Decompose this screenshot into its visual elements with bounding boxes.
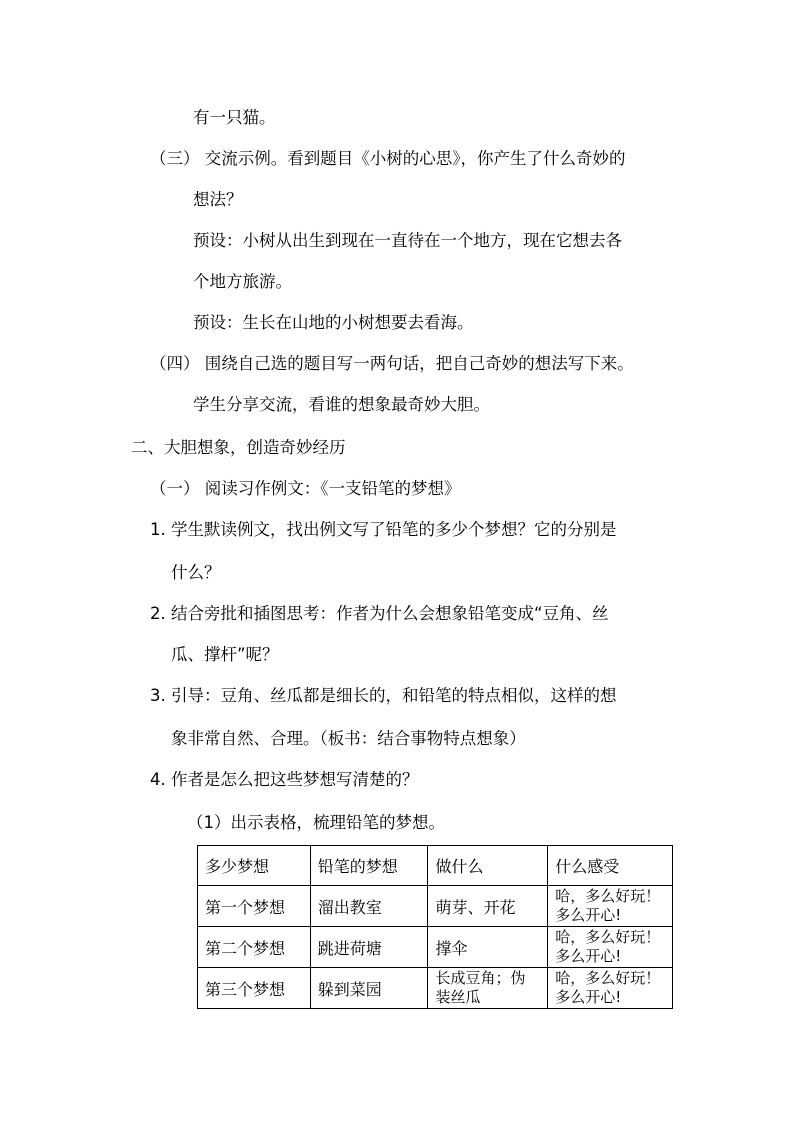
dream-table <box>197 845 673 1009</box>
text-line: 象非常自然、合理。（板书：结合事物特点想象） <box>171 729 526 748</box>
table-row <box>198 968 673 1009</box>
table-cell: 萌芽、开花 <box>428 886 548 927</box>
table-cell: 哈，多么好玩！多么开心! <box>548 927 673 968</box>
text-line: 想法？ <box>193 190 243 209</box>
table-cell: 哈，多么好玩！多么开心! <box>548 968 673 1009</box>
table-cell: 溜出教室 <box>310 886 428 927</box>
list-item-4: 4. 作者是怎么把这些梦想写清楚的？ <box>150 770 419 789</box>
table-cell: 第一个梦想 <box>198 886 311 927</box>
text-line: 瓜、撑杆”呢？ <box>171 645 279 664</box>
table-header-row <box>198 846 673 886</box>
table-cell: 长成豆角；伪装丝瓜 <box>428 968 548 1009</box>
table-cell: 跳进荷塘 <box>310 927 428 968</box>
section-heading-3: （三） 交流示例。看到题目《小树的心思》，你产生了什么奇妙的 <box>150 149 626 168</box>
table-cell: 哈，多么好玩！多么开心! <box>548 886 673 927</box>
list-item-3: 3. 引导：豆角、丝瓜都是细长的，和铅笔的特点相似，这样的想 <box>150 686 617 705</box>
text-line: 有一只猫。 <box>193 108 276 127</box>
table-row <box>198 886 673 927</box>
table-cell: 第二个梦想 <box>198 927 311 968</box>
list-item-2: 2. 结合旁批和插图思考：作者为什么会想象铅笔变成“豆角、丝 <box>150 604 609 623</box>
text-line: 预设：生长在山地的小树想要去看海。 <box>193 313 474 332</box>
section-heading-4: （四） 围绕自己选的题目写一两句话，把自己奇妙的想法写下来。 <box>150 354 634 373</box>
table-header-cell: 做什么 <box>428 846 548 886</box>
table-header-cell: 什么感受 <box>548 846 673 886</box>
text-line: 预设：小树从出生到现在一直待在一个地方，现在它想去各 <box>193 231 622 250</box>
table-header-cell: 铅笔的梦想 <box>310 846 428 886</box>
list-item-1: 1. 学生默读例文，找出例文写了铅笔的多少个梦想？它的分别是 <box>150 520 617 539</box>
table-cell: 撑伞 <box>428 927 548 968</box>
table-row <box>198 927 673 968</box>
text-line: 学生分享交流，看谁的想象最奇妙大胆。 <box>193 395 490 414</box>
text-line: 个地方旅游。 <box>193 272 292 291</box>
table-cell: 第三个梦想 <box>198 968 311 1009</box>
table-cell: 躲到菜园 <box>310 968 428 1009</box>
text-line: 什么？ <box>171 563 221 582</box>
sub-item-1: （1）出示表格，梳理铅笔的梦想。 <box>187 813 445 832</box>
part-heading: 二、大胆想象，创造奇妙经历 <box>131 438 346 457</box>
section-heading-1: （一） 阅读习作例文：《一支铅笔的梦想》 <box>150 479 461 498</box>
table-header-cell: 多少梦想 <box>198 846 311 886</box>
